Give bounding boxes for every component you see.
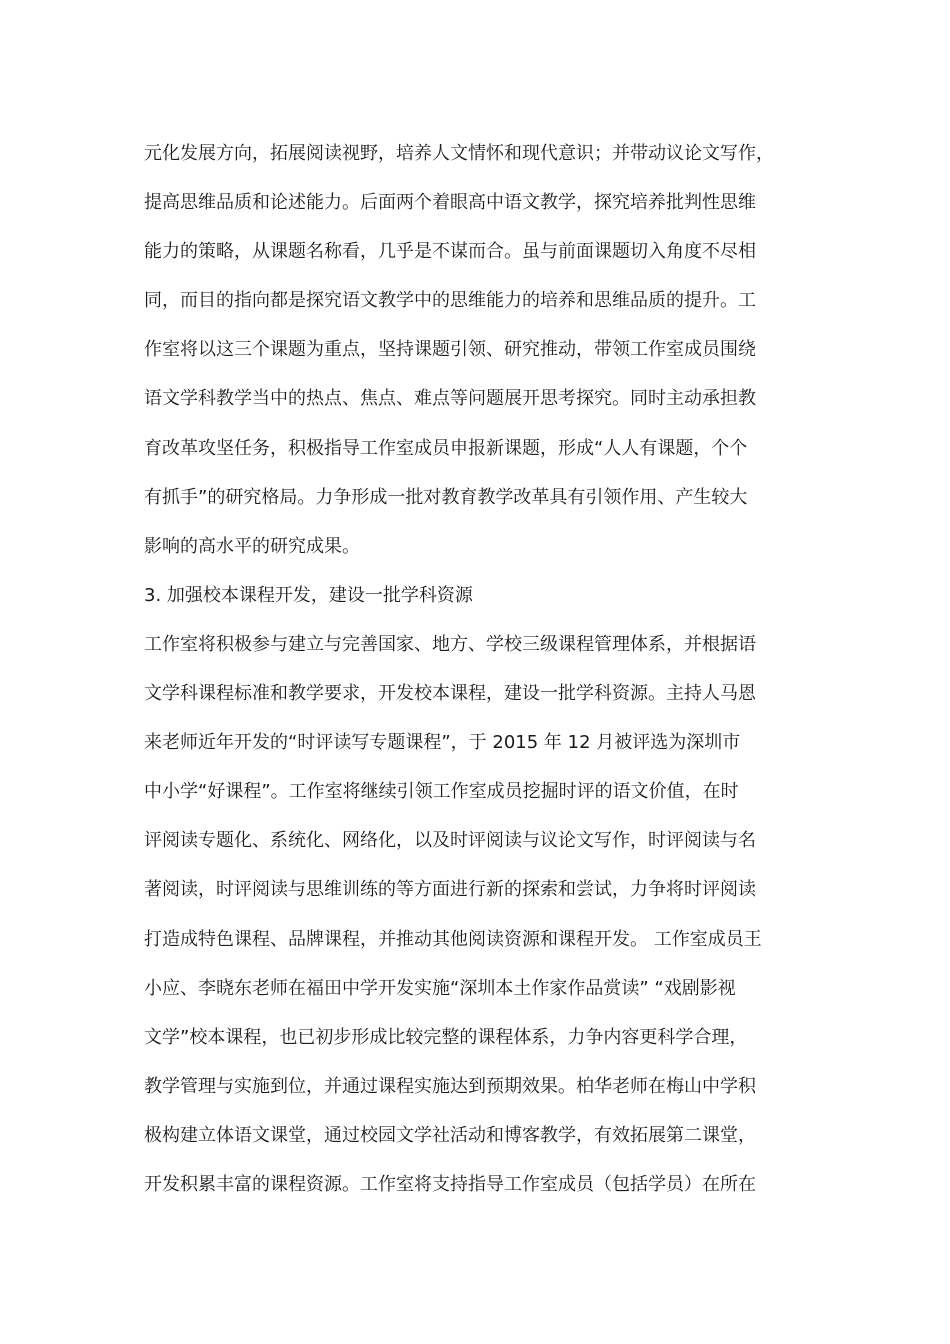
text-line: 小应、李晓东老师在福田中学开发实施“深圳本土作家作品赏读” “戏剧影视 (144, 977, 736, 999)
text-line: 同，而目的指向都是探究语文教学中的思维能力的培养和思维品质的提升。工 (144, 290, 756, 312)
text-line: 文学科课程标准和教学要求，开发校本课程，建设一批学科资源。主持人马恩 (144, 683, 756, 705)
text-line: 评阅读专题化、系统化、网络化，以及时评阅读与议论文写作，时评阅读与名 (144, 830, 756, 852)
text-line: 极构建立体语文课堂，通过校园文学社活动和博客教学，有效拓展第二课堂， (144, 1124, 756, 1146)
text-line: 作室将以这三个课题为重点，坚持课题引领、研究推动，带领工作室成员围绕 (144, 339, 756, 361)
text-line: 影响的高水平的研究成果。 (144, 535, 360, 557)
text-line: 元化发展方向，拓展阅读视野，培养人文情怀和现代意识；并带动议论文写作， (144, 143, 774, 164)
text-line: 中小学“好课程”。工作室将继续引领工作室成员挖掘时评的语文价值，在时 (144, 781, 739, 803)
text-line: 文学”校本课程，也已初步形成比较完整的课程体系，力争内容更科学合理， (144, 1026, 748, 1048)
text-line: 有抓手”的研究格局。力争形成一批对教育教学改革具有引领作用、产生较大 (144, 486, 748, 508)
text-line: 能力的策略，从课题名称看，几乎是不谋而合。虽与前面课题切入角度不尽相 (144, 241, 756, 263)
text-line: 提高思维品质和论述能力。后面两个着眼高中语文教学，探究培养批判性思维 (144, 192, 756, 214)
text-line: 工作室将积极参与建立与完善国家、地方、学校三级课程管理体系，并根据语 (144, 633, 756, 655)
text-line: 语文学科教学当中的热点、焦点、难点等问题展开思考探究。同时主动承担教 (144, 388, 756, 410)
text-line: 育改革攻坚任务，积极指导工作室成员申报新课题，形成“人人有课题，个个 (144, 437, 748, 459)
text-line: 打造成特色课程、品牌课程，并推动其他阅读资源和课程开发。 工作室成员王 (144, 928, 762, 950)
text-line: 著阅读，时评阅读与思维训练的等方面进行新的探索和尝试，力争将时评阅读 (144, 879, 756, 901)
text-line: 来老师近年开发的“时评读写专题课程”，于 2015 年 12 月被评选为深圳市 (144, 732, 741, 754)
document-body (144, 129, 824, 1209)
text-line: 教学管理与实施到位，并通过课程实施达到预期效果。柏华老师在梅山中学积 (144, 1075, 756, 1097)
text-line: 开发积累丰富的课程资源。工作室将支持指导工作室成员（包括学员）在所在 (144, 1173, 756, 1195)
section-heading: 3. 加强校本课程开发，建设一批学科资源 (144, 584, 473, 606)
